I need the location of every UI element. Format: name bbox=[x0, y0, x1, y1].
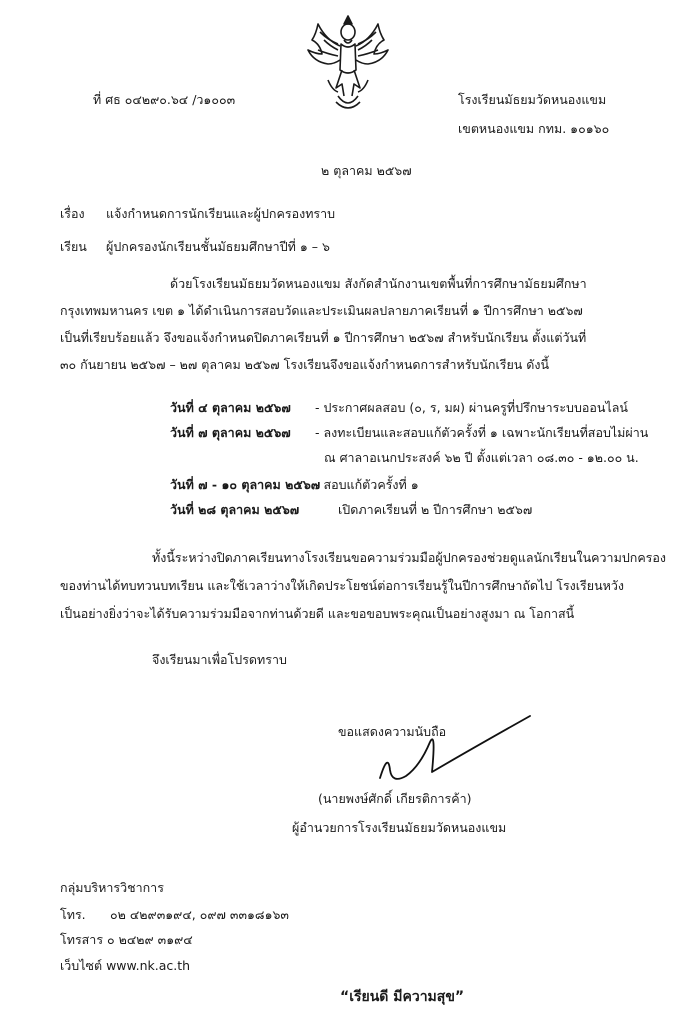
phone-label: โทร. bbox=[60, 907, 86, 922]
paragraph-1-line: เป็นที่เรียบร้อยแล้ว จึงขอแจ้งกำหนดปิดภาคเรียนที่ ๑ ปีการศึกษา ๒๕๖๗ สำหรับนักเรียน ตั้งแต่วันที่ bbox=[60, 330, 587, 345]
fax-number: โทรสาร ๐ ๒๔๒๙ ๓๑๙๔ bbox=[60, 932, 193, 947]
phone-number: ๐๒ ๔๒๙๓๑๙๔, ๐๙๗ ๓๓๑๘๑๖๓ bbox=[110, 907, 289, 922]
subject-text: แจ้งกำหนดการนักเรียนและผู้ปกครองทราบ bbox=[106, 206, 336, 221]
paragraph-1-line: กรุงเทพมหานคร เขต ๑ ได้ดำเนินการสอบวัดและประเมินผลปลายภาคเรียนที่ ๑ ปีการศึกษา ๒๕๖๗ bbox=[60, 303, 583, 318]
subject-label: เรื่อง bbox=[60, 206, 85, 221]
paragraph-2-line: เป็นอย่างยิ่งว่าจะได้รับความร่วมมือจากท่านด้วยดี และขอขอบพระคุณเป็นอย่างสูงมา ณ โอกาสนี้ bbox=[60, 606, 575, 621]
reference-number: ที่ ศธ ๐๔๒๙๐.๖๔ /ว๑๐๐๓ bbox=[93, 92, 236, 107]
schedule-date: วันที่ ๗ - ๑๐ ตุลาคม ๒๕๖๗ bbox=[170, 477, 321, 492]
school-name: โรงเรียนมัธยมวัดหนองแขม bbox=[458, 92, 607, 107]
signatory-position: ผู้อำนวยการโรงเรียนมัธยมวัดหนองแขม bbox=[292, 820, 507, 835]
closing-request: จึงเรียนมาเพื่อโปรดทราบ bbox=[152, 652, 287, 667]
schedule-date: วันที่ ๔ ตุลาคม ๒๕๖๗ bbox=[170, 400, 291, 415]
paragraph-1-line: ด้วยโรงเรียนมัธยมวัดหนองแขม สังกัดสำนักงานเขตพื้นที่การศึกษามัธยมศึกษา bbox=[170, 276, 587, 291]
paragraph-1-line: ๓๐ กันยายน ๒๕๖๗ – ๒๗ ตุลาคม ๒๕๖๗ โรงเรียนจึงขอแจ้งกำหนดการสำหรับนักเรียน ดังนี้ bbox=[60, 357, 550, 372]
schedule-date: วันที่ ๗ ตุลาคม ๒๕๖๗ bbox=[170, 425, 291, 440]
school-address: เขตหนองแขม กทม. ๑๐๑๖๐ bbox=[458, 121, 610, 136]
paragraph-2-line: ทั้งนี้ระหว่างปิดภาคเรียนทางโรงเรียนขอความร่วมมือผู้ปกครองช่วยดูแลนักเรียนในความปกครอง bbox=[152, 550, 667, 565]
closing-salutation: ขอแสดงความนับถือ bbox=[338, 724, 447, 739]
website: เว็บไซต์ www.nk.ac.th bbox=[60, 958, 191, 973]
garuda-emblem-icon bbox=[298, 10, 398, 118]
department-name: กลุ่มบริหารวิชาการ bbox=[60, 880, 164, 895]
handwritten-signature bbox=[366, 712, 536, 790]
recipient-text: ผู้ปกครองนักเรียนชั้นมัธยมศึกษาปีที่ ๑ – ๖ bbox=[106, 239, 330, 254]
schedule-event: - ลงทะเบียนและสอบแก้ตัวครั้งที่ ๑ เฉพาะนักเรียนที่สอบไม่ผ่าน bbox=[315, 425, 649, 440]
schedule-event: เปิดภาคเรียนที่ ๒ ปีการศึกษา ๒๕๖๗ bbox=[338, 502, 533, 517]
schedule-event: - สอบแก้ตัวครั้งที่ ๑ bbox=[315, 477, 419, 492]
signatory-name: (นายพงษ์ศักดิ์ เกียรติการค้า) bbox=[318, 791, 472, 806]
letter-date: ๒ ตุลาคม ๒๕๖๗ bbox=[321, 163, 412, 178]
recipient-label: เรียน bbox=[60, 239, 87, 254]
schedule-event: - ประกาศผลสอบ (๐, ร, มผ) ผ่านครูที่ปรึกษาระบบออนไลน์ bbox=[315, 400, 628, 415]
schedule-date: วันที่ ๒๘ ตุลาคม ๒๕๖๗ bbox=[170, 502, 300, 517]
paragraph-2-line: ของท่านได้ทบทวนบทเรียน และใช้เวลาว่างให้เกิดประโยชน์ต่อการเรียนรู้ในปีการศึกษาถัดไป โรงเรียนหวัง bbox=[60, 578, 624, 593]
school-slogan: “เรียนดี มีความสุข” bbox=[340, 989, 465, 1005]
schedule-event-continued: ณ ศาลาอเนกประสงค์ ๖๒ ปี ตั้งแต่เวลา ๐๘.๓๐ - ๑๒.๐๐ น. bbox=[324, 450, 639, 465]
